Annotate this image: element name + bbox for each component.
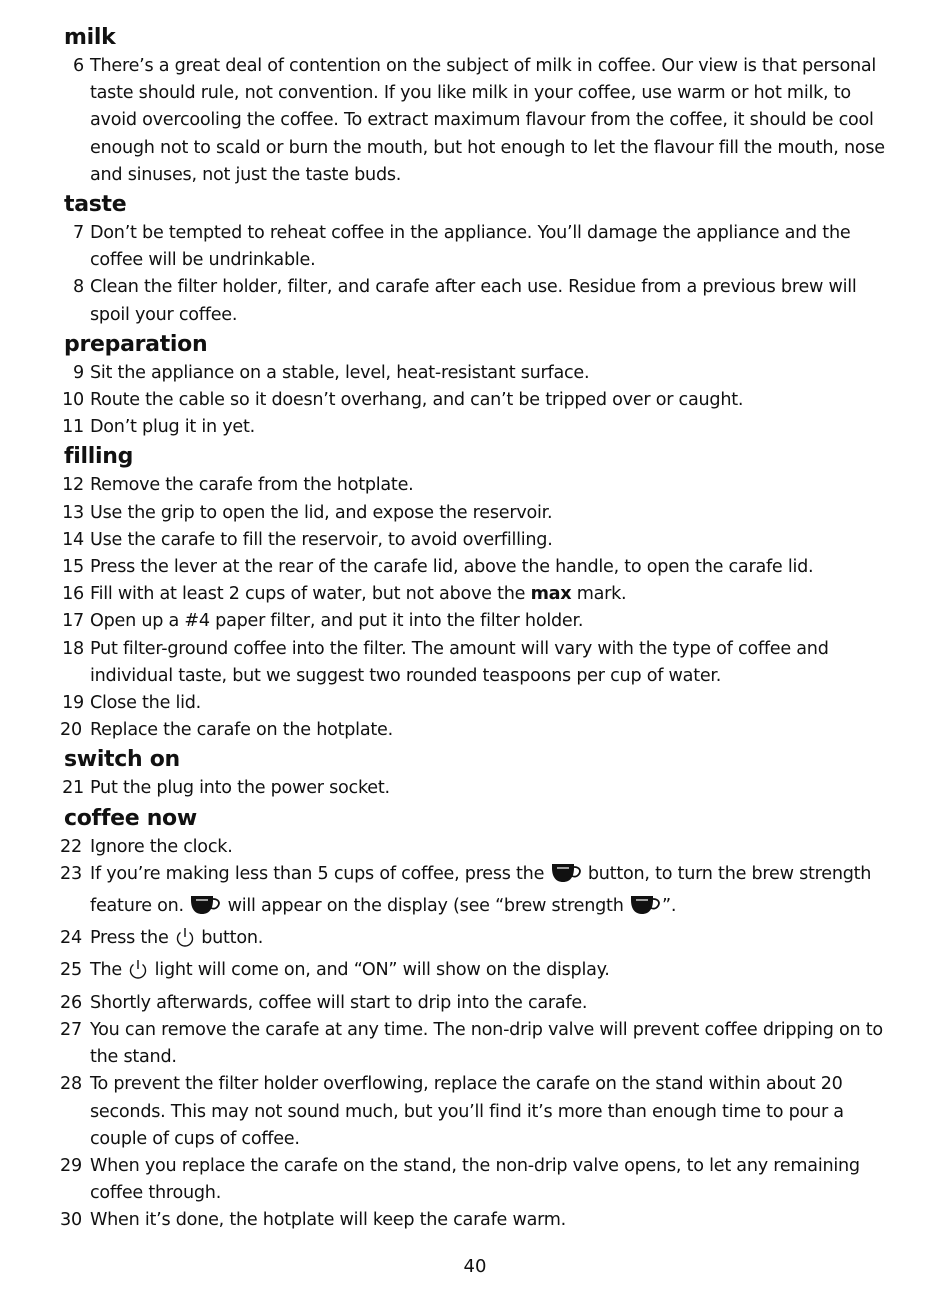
item-number: 13 [62,502,84,523]
item-number: 18 [62,638,84,659]
item-text: Shortly afterwards, coffee will start to drip into the carafe. [90,992,588,1013]
list-item [60,834,900,861]
list-item [60,861,900,925]
item-number: 26 [60,992,82,1013]
page-content [60,22,900,1235]
item-text-part: will appear on the display (see “brew strength [227,896,629,917]
item-text-part: mark. [571,584,627,605]
item-text-part: ”. [661,896,677,917]
item-text: When you replace the carafe on the stand, the non-drip valve opens, to let any remaining coffee through. [90,1155,860,1204]
section-heading-preparation: preparation [64,331,208,357]
item-text-part: Press the [90,928,174,949]
brew-strength-cup-icon [629,894,662,925]
section-heading-coffee-now: coffee now [64,805,197,831]
item-text: Clean the filter holder, filter, and carafe after each use. Residue from a previous brew will spoil your coffee. [90,277,857,325]
list-item [64,775,900,802]
item-text: When it’s done, the hotplate will keep the carafe warm. [90,1210,567,1231]
section-heading-switch-on: switch on [64,747,180,773]
item-text-part: Fill with at least 2 cups of water, but not above the [90,584,531,605]
item-number: 6 [73,56,84,76]
item-number: 29 [60,1155,82,1176]
list-item [64,581,900,608]
item-text: You can remove the carafe at any time. The non-drip valve will prevent coffee dripping on to the stand. [90,1019,883,1068]
list-item [64,690,900,717]
item-number: 20 [60,720,82,741]
item-text: To prevent the filter holder overflowing, replace the carafe on the stand within about 20 seconds. This may not sound much, but you’ll find it’s more than enough time to pour a couple of cups of coffee. [90,1074,844,1149]
item-text: Replace the carafe on the hotplate. [90,720,393,741]
item-number: 8 [73,277,84,298]
section-heading-filling: filling [64,444,134,470]
item-text-part: button. [201,928,264,949]
item-text-part: The [90,960,128,981]
item-text: Route the cable so it doesn’t overhang, and can’t be tripped over or caught. [90,390,744,411]
power-icon [174,926,196,957]
item-text: Put filter-ground coffee into the filter. The amount will vary with the type of coffee and individual taste, but we suggest two rounded teaspoons per cup of water. [90,638,829,686]
list-item [64,274,900,328]
list-item [64,472,900,499]
item-number: 30 [60,1210,82,1231]
item-number: 22 [60,836,82,857]
list-item [64,360,900,387]
list-item [60,1071,900,1153]
list-item [64,554,900,581]
item-text-part: light will come on, and “ON” will show on the display. [154,960,610,981]
list-item [60,1153,900,1207]
item-text-part: button, to turn the brew strength feature on. [90,863,872,917]
item-number: 14 [62,529,84,550]
item-number: 28 [60,1074,82,1095]
item-text: Put the plug into the power socket. [90,778,390,799]
list-item [60,1207,900,1234]
list-item [60,717,900,744]
item-text: Don’t plug it in yet. [90,417,256,438]
item-number: 11 [62,417,84,438]
item-number: 7 [73,223,84,244]
item-number: 24 [60,928,82,949]
item-number: 19 [62,693,84,714]
list-item [64,387,900,414]
max-mark-label: max [530,584,572,605]
item-number: 23 [60,863,82,884]
item-number: 17 [62,611,84,632]
item-text: There’s a great deal of contention on the subject of milk in coffee. Our view is that personal taste should rule, not convention. If you like milk in your coffee, use warm or hot milk, to avoid overcooling the coffee. To extract maximum flavour from the coffee, it should be cool enough not to scald or burn the mouth, but hot enough to let the flavour fill the mouth, nose and sinuses, not just the taste buds. [90,56,885,185]
list-item [60,925,900,957]
list-item [64,414,900,441]
item-number: 27 [60,1019,82,1040]
item-number: 25 [60,960,82,981]
list-item [60,957,900,989]
item-text: Remove the carafe from the hotplate. [90,475,414,496]
section-heading-milk: milk [64,25,116,50]
list-item [64,527,900,554]
item-number: 21 [62,778,84,799]
item-text: Use the grip to open the lid, and expose the reservoir. [90,502,553,523]
power-icon [127,958,149,989]
list-item [60,1017,900,1071]
list-item [64,53,900,189]
item-text: Sit the appliance on a stable, level, heat-resistant surface. [90,362,590,383]
item-text: Use the carafe to fill the reservoir, to avoid overfilling. [90,529,553,550]
item-text-part: If you’re making less than 5 cups of coffee, press the [90,863,550,884]
item-number: 15 [62,557,84,578]
list-item [64,220,900,274]
item-text: Don’t be tempted to reheat coffee in the appliance. You’ll damage the appliance and the coffee will be undrinkable. [90,223,851,271]
page-number: 40 [463,1256,487,1277]
item-text: Ignore the clock. [90,836,233,857]
section-heading-taste: taste [64,192,127,218]
item-number: 10 [62,390,84,411]
brew-strength-cup-icon [550,862,583,893]
list-item [60,990,900,1017]
item-text: Open up a #4 paper filter, and put it into the filter holder. [90,611,584,632]
list-item [64,500,900,527]
brew-strength-cup-icon [189,894,222,925]
item-text: Close the lid. [90,693,202,714]
item-number: 12 [62,475,84,496]
item-number: 9 [73,362,84,383]
item-text: Press the lever at the rear of the carafe lid, above the handle, to open the carafe lid. [90,557,814,578]
list-item [64,608,900,635]
item-number: 16 [62,584,84,605]
list-item [64,636,900,690]
